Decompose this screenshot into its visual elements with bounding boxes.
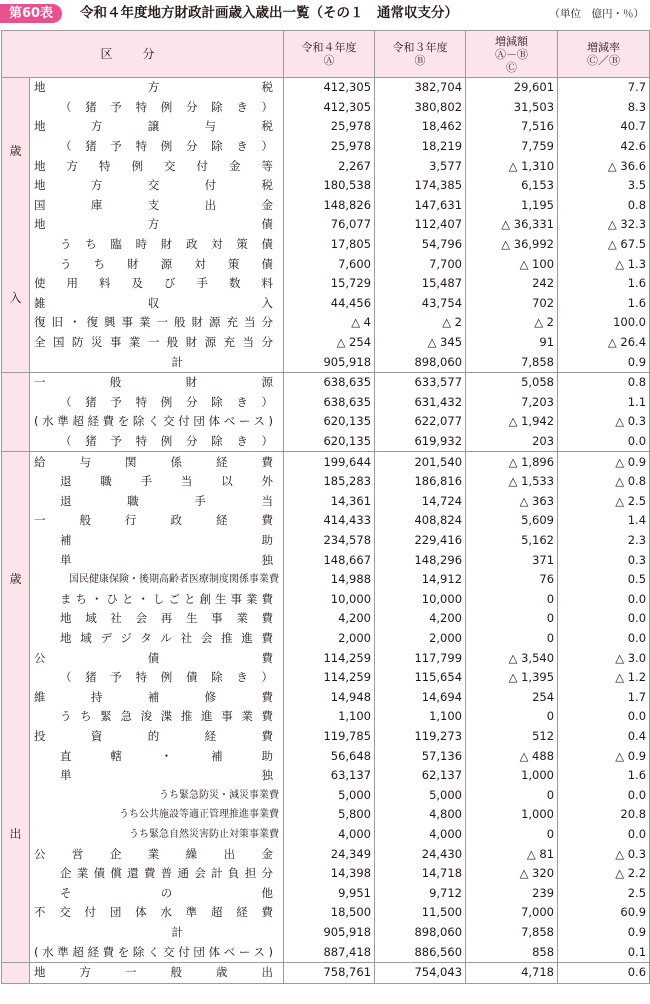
- cell-r3: △ 2: [375, 313, 466, 333]
- row-label: 計: [171, 924, 184, 939]
- column-header-diff: 増減額 Ⓐ－Ⓑ Ⓒ: [466, 31, 558, 78]
- cell-rate: 40.7: [558, 117, 650, 137]
- row-label: うち臨時財政対策債: [60, 237, 274, 252]
- cell-rate: △ 2.5: [558, 492, 650, 512]
- cell-r3: 10,000: [375, 590, 466, 610]
- cell-rate: △ 67.5: [558, 235, 650, 255]
- row-label: 使用料及び手数料: [34, 276, 274, 291]
- group-blank: [2, 962, 30, 983]
- column-header-row: [2, 31, 650, 78]
- row-label: 維持補修費: [34, 689, 274, 704]
- cell-r4: 7,600: [284, 254, 375, 274]
- group-char: 入: [9, 291, 22, 305]
- cell-r3: 1,100: [375, 707, 466, 727]
- table-title: 令和４年度地方財政計画歳入歳出一覧（その１ 通常収支分）: [80, 5, 458, 21]
- row-label: 全国防災事業一般財源充当分: [34, 335, 274, 350]
- cell-r3: 9,712: [375, 883, 466, 903]
- row-label: （猪予特例分除き）: [60, 99, 274, 114]
- cell-diff: 6,153: [466, 176, 558, 196]
- cell-diff: 76: [466, 570, 558, 590]
- table-row: [2, 550, 650, 570]
- cell-diff: 254: [466, 688, 558, 708]
- cell-r3: 201,540: [375, 452, 466, 472]
- cell-r3: 115,654: [375, 668, 466, 688]
- table-row: [2, 511, 650, 531]
- cell-r3: 408,824: [375, 511, 466, 531]
- table-row: [2, 923, 650, 943]
- group-blank: [2, 373, 30, 452]
- table-row: [2, 452, 650, 472]
- cell-rate: △ 1.2: [558, 668, 650, 688]
- cell-diff: △ 81: [466, 844, 558, 864]
- cell-rate: 1.1: [558, 393, 650, 413]
- row-label: (水準超経費を除く交付団体ベース): [34, 944, 274, 959]
- cell-r3: 3,577: [375, 156, 466, 176]
- cell-rate: 2.5: [558, 883, 650, 903]
- cell-r4: 2,267: [284, 156, 375, 176]
- cell-r3: 898,060: [375, 923, 466, 943]
- row-label: 公営企業繰出金: [34, 846, 274, 861]
- table-row: [2, 590, 650, 610]
- cell-r3: 229,416: [375, 531, 466, 551]
- cell-rate: 0.9: [558, 352, 650, 372]
- cell-diff: 31,503: [466, 98, 558, 118]
- row-label: 地域社会再生事業費: [60, 611, 274, 626]
- cell-rate: 3.5: [558, 176, 650, 196]
- cell-r4: 2,000: [284, 629, 375, 649]
- table-row: [2, 785, 650, 805]
- table-body: [2, 78, 650, 984]
- cell-rate: 0.0: [558, 825, 650, 845]
- table-row: [2, 373, 650, 393]
- cell-diff: △ 1,533: [466, 472, 558, 492]
- table-row: [2, 215, 650, 235]
- table-row: [2, 274, 650, 294]
- cell-diff: 242: [466, 274, 558, 294]
- row-label: （猪予特例分除き）: [60, 394, 274, 409]
- cell-r4: 148,826: [284, 196, 375, 216]
- row-label: 地方一般歳出: [30, 962, 284, 983]
- cell-diff: 858: [466, 942, 558, 962]
- cell-r4: 887,418: [284, 942, 375, 962]
- cell-rate: 60.9: [558, 903, 650, 923]
- table-row: [2, 156, 650, 176]
- cell-rate: 2.3: [558, 531, 650, 551]
- row-label: うち公共施設等適正管理推進事業費: [119, 809, 280, 821]
- row-label: 国民健康保険・後期高齢者医療制度関係事業費: [69, 574, 280, 586]
- column-header-r4: 令和４年度 Ⓐ: [284, 31, 375, 78]
- cell-r4: 412,305: [284, 78, 375, 98]
- cell-diff: △ 320: [466, 864, 558, 884]
- cell-rate: 1.6: [558, 274, 650, 294]
- cell-rate: 0.4: [558, 727, 650, 747]
- cell-r3: 633,577: [375, 373, 466, 393]
- cell-r4: 9,951: [284, 883, 375, 903]
- cell-r4: 180,538: [284, 176, 375, 196]
- row-label: うち緊急浚渫推進事業費: [60, 709, 274, 724]
- row-label: 一般行政経費: [34, 513, 274, 528]
- cell-r4: 620,135: [284, 412, 375, 432]
- cell-rate: 8.3: [558, 98, 650, 118]
- row-label: 計: [171, 354, 184, 369]
- cell-rate: 100.0: [558, 313, 650, 333]
- cell-rate: 0.1: [558, 942, 650, 962]
- row-label: その他: [60, 885, 274, 900]
- cell-r3: 24,430: [375, 844, 466, 864]
- cell-diff: 5,162: [466, 531, 558, 551]
- table-row: [2, 412, 650, 432]
- table-row: [2, 746, 650, 766]
- cell-r4: 414,433: [284, 511, 375, 531]
- group-char: 出: [9, 827, 22, 842]
- cell-r3: 14,912: [375, 570, 466, 590]
- cell-r4: 114,259: [284, 668, 375, 688]
- row-label: 地方債: [34, 217, 274, 232]
- cell-diff: 0: [466, 785, 558, 805]
- cell-r3: 619,932: [375, 432, 466, 452]
- cell-rate: 0.8: [558, 196, 650, 216]
- row-label: 補助: [60, 533, 274, 548]
- cell-r3: 117,799: [375, 648, 466, 668]
- cell-rate: △ 3.0: [558, 648, 650, 668]
- row-label: 公債費: [34, 650, 274, 665]
- table-row: [2, 117, 650, 137]
- cell-r3: 4,800: [375, 805, 466, 825]
- cell-rate: 0.3: [558, 550, 650, 570]
- cell-rate: 0.6: [558, 962, 650, 983]
- cell-r3: 898,060: [375, 352, 466, 372]
- cell-r4: 63,137: [284, 766, 375, 786]
- cell-r3: 43,754: [375, 294, 466, 314]
- cell-r4: 638,635: [284, 373, 375, 393]
- cell-r4: 905,918: [284, 352, 375, 372]
- row-label: 退職手当: [60, 493, 274, 508]
- table-row: [2, 962, 650, 983]
- cell-r3: 2,000: [375, 629, 466, 649]
- cell-r4: 24,349: [284, 844, 375, 864]
- table-row: [2, 570, 650, 590]
- cell-diff: 4,718: [466, 962, 558, 983]
- cell-rate: 0.9: [558, 923, 650, 943]
- table-row: [2, 472, 650, 492]
- cell-diff: △ 2: [466, 313, 558, 333]
- row-label: 投資的経費: [34, 728, 274, 743]
- cell-diff: 5,609: [466, 511, 558, 531]
- cell-r4: 14,361: [284, 492, 375, 512]
- cell-diff: 7,858: [466, 923, 558, 943]
- table-row: [2, 825, 650, 845]
- cell-diff: 7,858: [466, 352, 558, 372]
- table-row: [2, 805, 650, 825]
- cell-r4: 15,729: [284, 274, 375, 294]
- cell-r4: 14,948: [284, 688, 375, 708]
- table-row: [2, 942, 650, 962]
- cell-r3: 14,718: [375, 864, 466, 884]
- cell-diff: 0: [466, 590, 558, 610]
- row-label: 単独: [60, 552, 274, 567]
- table-row: [2, 176, 650, 196]
- table-row: [2, 727, 650, 747]
- cell-rate: △ 0.9: [558, 452, 650, 472]
- cell-rate: 0.0: [558, 629, 650, 649]
- cell-diff: 7,759: [466, 137, 558, 157]
- cell-r4: 638,635: [284, 393, 375, 413]
- cell-r3: 15,487: [375, 274, 466, 294]
- row-label: 地方税: [34, 80, 274, 95]
- row-label: 雑収入: [34, 295, 274, 310]
- cell-diff: △ 100: [466, 254, 558, 274]
- cell-r4: 25,978: [284, 137, 375, 157]
- cell-diff: 0: [466, 825, 558, 845]
- column-header-kubun: 区分: [2, 31, 284, 78]
- cell-r4: 4,000: [284, 825, 375, 845]
- row-label: （猪予特例分除き）: [60, 139, 274, 154]
- cell-rate: 0.0: [558, 785, 650, 805]
- row-label: 地方交付税: [34, 178, 274, 193]
- table-row: [2, 98, 650, 118]
- table-row: [2, 137, 650, 157]
- cell-r3: 18,219: [375, 137, 466, 157]
- cell-rate: 0.0: [558, 707, 650, 727]
- cell-diff: 702: [466, 294, 558, 314]
- table-row: [2, 668, 650, 688]
- cell-r3: 112,407: [375, 215, 466, 235]
- table-row: [2, 707, 650, 727]
- cell-rate: 0.0: [558, 590, 650, 610]
- cell-r4: 56,648: [284, 746, 375, 766]
- cell-diff: 0: [466, 707, 558, 727]
- cell-diff: △ 1,395: [466, 668, 558, 688]
- cell-r3: 380,802: [375, 98, 466, 118]
- cell-r4: 44,456: [284, 294, 375, 314]
- table-row: [2, 492, 650, 512]
- cell-r3: 119,273: [375, 727, 466, 747]
- cell-r4: 76,077: [284, 215, 375, 235]
- cell-rate: 1.6: [558, 294, 650, 314]
- row-label: 企業債償還費普通会計負担分: [60, 866, 274, 881]
- cell-rate: △ 32.3: [558, 215, 650, 235]
- table-row: [2, 688, 650, 708]
- column-header-rate: 増減率 Ⓒ／Ⓑ: [558, 31, 650, 78]
- cell-rate: 20.8: [558, 805, 650, 825]
- cell-diff: 1,195: [466, 196, 558, 216]
- cell-r4: 758,761: [284, 962, 375, 983]
- row-label: （猪予特例分除き）: [60, 434, 274, 449]
- cell-diff: 7,203: [466, 393, 558, 413]
- table-row: [2, 196, 650, 216]
- row-label: 地方譲与税: [34, 119, 274, 134]
- cell-rate: 0.0: [558, 432, 650, 452]
- cell-r4: 199,644: [284, 452, 375, 472]
- cell-r3: 4,000: [375, 825, 466, 845]
- cell-diff: △ 36,992: [466, 235, 558, 255]
- table-row: [2, 648, 650, 668]
- cell-diff: 0: [466, 629, 558, 649]
- cell-rate: 0.5: [558, 570, 650, 590]
- cell-rate: 1.4: [558, 511, 650, 531]
- cell-diff: 239: [466, 883, 558, 903]
- row-label: 直轄・補助: [60, 748, 274, 763]
- row-label: 地域デジタル社会推進費: [60, 631, 274, 646]
- cell-rate: △ 0.3: [558, 412, 650, 432]
- row-label: 復旧・復興事業一般財源充当分: [34, 315, 274, 330]
- cell-r3: △ 345: [375, 333, 466, 353]
- cell-rate: △ 0.3: [558, 844, 650, 864]
- budget-table: [1, 30, 650, 984]
- row-label: 退職手当以外: [60, 474, 274, 489]
- table-header-bar: [0, 0, 650, 28]
- cell-r3: 754,043: [375, 962, 466, 983]
- table-row: [2, 629, 650, 649]
- row-label: 地方特例交付金等: [34, 158, 274, 173]
- cell-rate: 1.6: [558, 766, 650, 786]
- row-label: まち・ひと・しごと創生事業費: [60, 591, 274, 606]
- row-label: (水準超経費を除く交付団体ベース): [34, 414, 274, 429]
- cell-diff: 7,000: [466, 903, 558, 923]
- cell-r4: 234,578: [284, 531, 375, 551]
- table-row: [2, 609, 650, 629]
- cell-r4: 119,785: [284, 727, 375, 747]
- cell-diff: △ 1,310: [466, 156, 558, 176]
- cell-diff: △ 488: [466, 746, 558, 766]
- cell-r4: 148,667: [284, 550, 375, 570]
- table-row: [2, 432, 650, 452]
- cell-rate: △ 0.9: [558, 746, 650, 766]
- cell-diff: △ 3,540: [466, 648, 558, 668]
- cell-r3: 186,816: [375, 472, 466, 492]
- cell-diff: 1,000: [466, 766, 558, 786]
- cell-r3: 382,704: [375, 78, 466, 98]
- cell-r4: 114,259: [284, 648, 375, 668]
- cell-r4: 10,000: [284, 590, 375, 610]
- row-label: 一般財源: [30, 373, 284, 393]
- cell-diff: △ 36,331: [466, 215, 558, 235]
- cell-r4: 185,283: [284, 472, 375, 492]
- cell-rate: 0.8: [558, 373, 650, 393]
- cell-diff: 371: [466, 550, 558, 570]
- cell-diff: 0: [466, 609, 558, 629]
- cell-r3: 18,462: [375, 117, 466, 137]
- table-row: [2, 294, 650, 314]
- cell-r4: 5,800: [284, 805, 375, 825]
- cell-diff: 512: [466, 727, 558, 747]
- cell-rate: 1.7: [558, 688, 650, 708]
- cell-rate: △ 2.2: [558, 864, 650, 884]
- cell-r3: 14,724: [375, 492, 466, 512]
- row-label: 給与関係経費: [30, 452, 284, 472]
- table-row: [2, 313, 650, 333]
- cell-diff: △ 363: [466, 492, 558, 512]
- cell-rate: △ 1.3: [558, 254, 650, 274]
- table-row: [2, 393, 650, 413]
- cell-r3: 11,500: [375, 903, 466, 923]
- cell-diff: 203: [466, 432, 558, 452]
- cell-r3: 14,694: [375, 688, 466, 708]
- cell-rate: △ 26.4: [558, 333, 650, 353]
- cell-diff: △ 1,896: [466, 452, 558, 472]
- row-label: 不交付団体水準超経費: [34, 905, 274, 920]
- cell-r3: 62,137: [375, 766, 466, 786]
- cell-r4: 1,100: [284, 707, 375, 727]
- row-label: うち緊急防災・減災事業費: [159, 789, 280, 801]
- cell-r3: 54,796: [375, 235, 466, 255]
- cell-r3: 631,432: [375, 393, 466, 413]
- cell-r4: 5,000: [284, 785, 375, 805]
- table-row: [2, 333, 650, 353]
- table-row: [2, 78, 650, 98]
- table-row: [2, 903, 650, 923]
- cell-r4: △ 254: [284, 333, 375, 353]
- cell-rate: 7.7: [558, 78, 650, 98]
- cell-r4: 17,805: [284, 235, 375, 255]
- table-row: [2, 531, 650, 551]
- cell-r3: 886,560: [375, 942, 466, 962]
- cell-diff: 5,058: [466, 373, 558, 393]
- row-label: 国庫支出金: [34, 197, 274, 212]
- table-row: [2, 235, 650, 255]
- row-label: 単独: [60, 768, 274, 783]
- table-row: [2, 766, 650, 786]
- table-number-badge: 第60表: [0, 4, 62, 23]
- cell-r4: 4,200: [284, 609, 375, 629]
- cell-r4: 25,978: [284, 117, 375, 137]
- cell-diff: 7,516: [466, 117, 558, 137]
- cell-r4: 905,918: [284, 923, 375, 943]
- cell-r4: 18,500: [284, 903, 375, 923]
- group-label-expenditure: [2, 452, 30, 963]
- table-row: [2, 352, 650, 372]
- cell-diff: △ 1,942: [466, 412, 558, 432]
- row-label: うち財源対策債: [60, 256, 274, 271]
- cell-r3: 5,000: [375, 785, 466, 805]
- row-label: （猪予特例債除き）: [60, 670, 274, 685]
- table-row: [2, 844, 650, 864]
- table-row: [2, 883, 650, 903]
- row-label: うち緊急自然災害防止対策事業費: [129, 828, 280, 840]
- cell-rate: 0.0: [558, 609, 650, 629]
- group-char: 歳: [9, 144, 22, 158]
- cell-r3: 147,631: [375, 196, 466, 216]
- cell-r3: 57,136: [375, 746, 466, 766]
- cell-r3: 148,296: [375, 550, 466, 570]
- group-label-revenue: [2, 78, 30, 373]
- group-char: 歳: [9, 572, 22, 587]
- unit-label: （単位 億円・％）: [549, 8, 644, 20]
- cell-diff: 1,000: [466, 805, 558, 825]
- table-row: [2, 254, 650, 274]
- cell-r3: 622,077: [375, 412, 466, 432]
- cell-r4: △ 4: [284, 313, 375, 333]
- cell-r3: 7,700: [375, 254, 466, 274]
- cell-rate: 42.6: [558, 137, 650, 157]
- cell-diff: 29,601: [466, 78, 558, 98]
- table-row: [2, 864, 650, 884]
- cell-r3: 174,385: [375, 176, 466, 196]
- cell-rate: △ 36.6: [558, 156, 650, 176]
- cell-rate: △ 0.8: [558, 472, 650, 492]
- cell-r4: 14,988: [284, 570, 375, 590]
- cell-r4: 620,135: [284, 432, 375, 452]
- cell-r4: 14,398: [284, 864, 375, 884]
- cell-diff: 91: [466, 333, 558, 353]
- cell-r4: 412,305: [284, 98, 375, 118]
- column-header-r3: 令和３年度 Ⓑ: [375, 31, 466, 78]
- cell-r3: 4,200: [375, 609, 466, 629]
